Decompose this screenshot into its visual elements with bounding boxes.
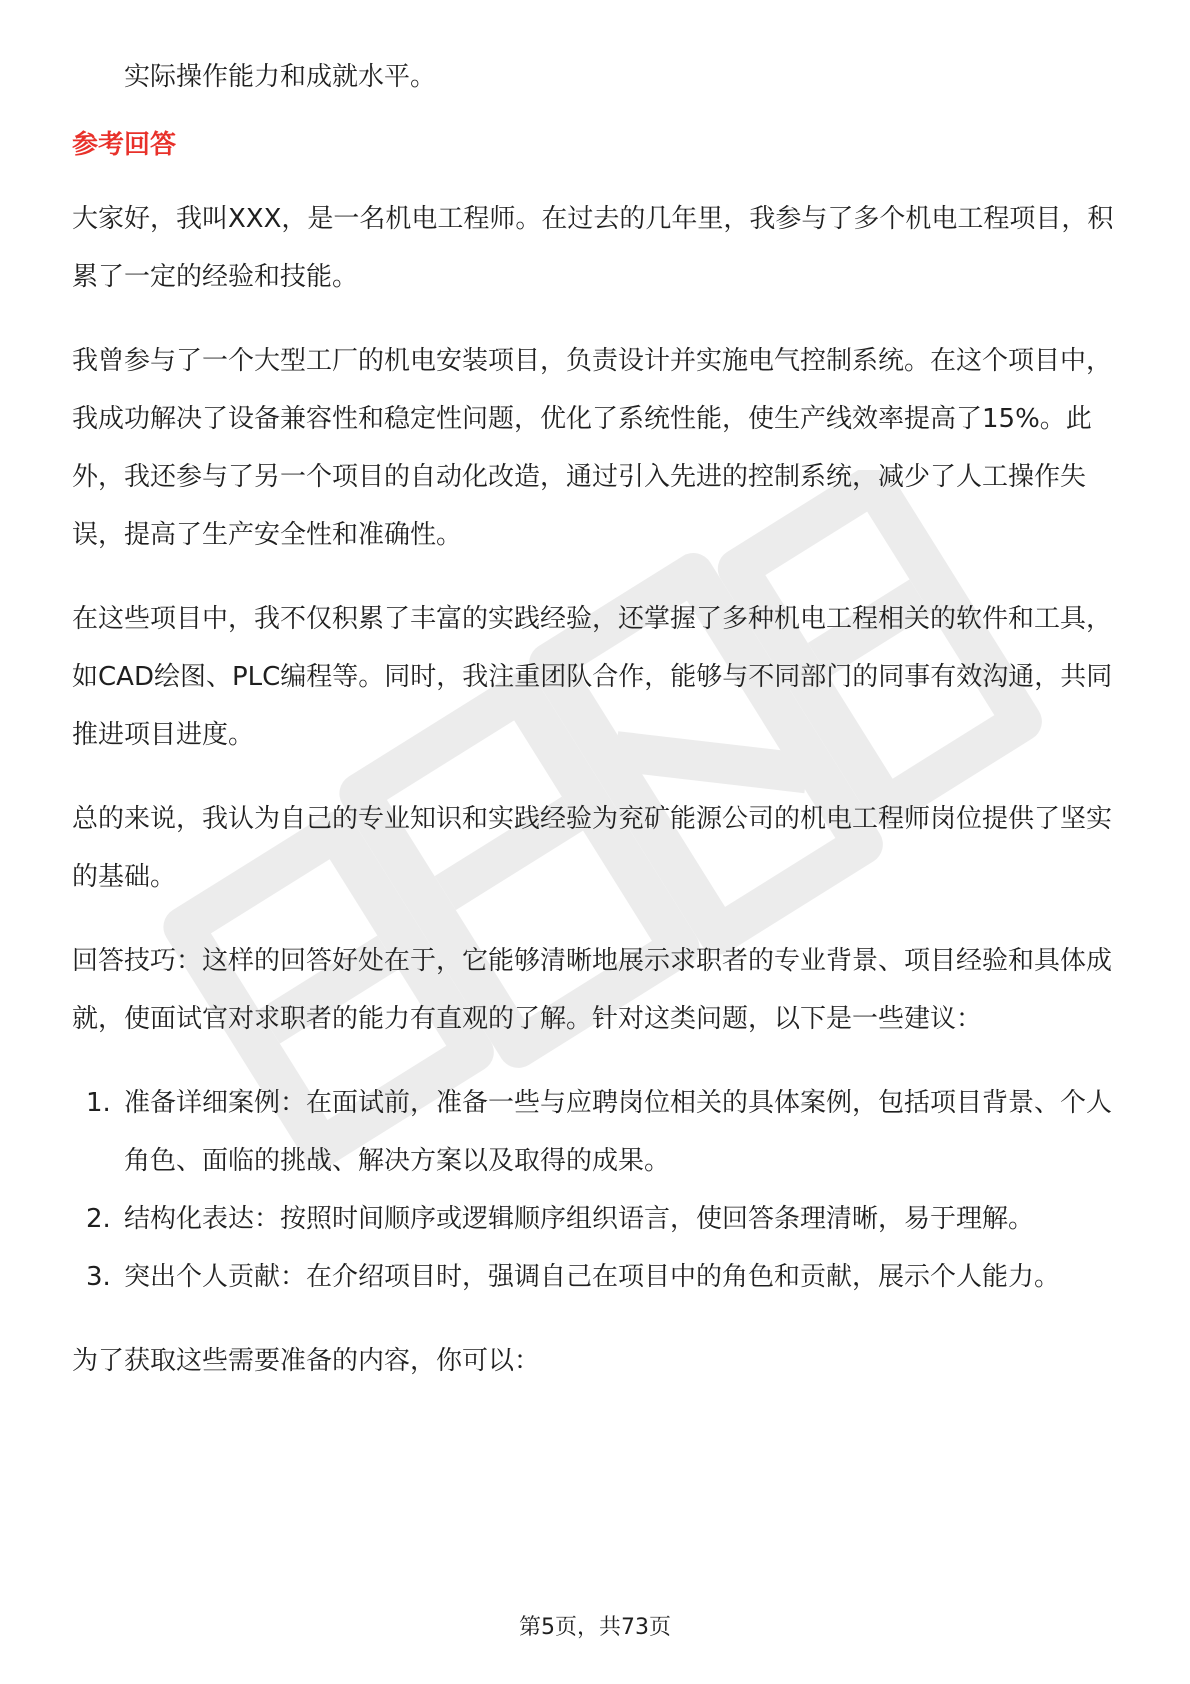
list-text: 结构化表达：按照时间顺序或逻辑顺序组织语言，使回答条理清晰，易于理解。: [124, 1204, 1035, 1234]
content-area: [72, 48, 1132, 1416]
paragraph-skills: 在这些项目中，我不仅积累了丰富的实践经验，还掌握了多种机电工程相关的软件和工具，如CAD绘图、PLC编程等。同时，我注重团队合作，能够与不同部门的同事有效沟通，共同推进项目进度。: [72, 604, 1113, 750]
paragraph-tips: 回答技巧：这样的回答好处在于，它能够清晰地展示求职者的专业背景、项目经验和具体成就，使面试官对求职者的能力有直观的了解。针对这类问题，以下是一些建议：: [72, 946, 1113, 1034]
page-footer: 第5页，共73页: [519, 1615, 671, 1640]
paragraph-intro: 大家好，我叫XXX，是一名机电工程师。在过去的几年里，我参与了多个机电工程项目，积累了一定的经验和技能。: [72, 204, 1114, 292]
list-item: [72, 1190, 1132, 1248]
suggestion-list: [72, 1074, 1132, 1306]
list-number: 3.: [86, 1262, 111, 1292]
list-text: 准备详细案例：在面试前，准备一些与应聘岗位相关的具体案例，包括项目背景、个人角色、面临的挑战、解决方案以及取得的成果。: [124, 1088, 1113, 1176]
list-item: [72, 1074, 1132, 1190]
continued-text: 实际操作能力和成就水平。: [124, 62, 437, 92]
list-text: 突出个人贡献：在介绍项目时，强调自己在项目中的角色和贡献，展示个人能力。: [124, 1262, 1061, 1292]
list-number: 1.: [86, 1088, 111, 1118]
paragraph-summary: 总的来说，我认为自己的专业知识和实践经验为兖矿能源公司的机电工程师岗位提供了坚实的基础。: [72, 804, 1113, 892]
list-number: 2.: [86, 1204, 111, 1234]
paragraph-project: 我曾参与了一个大型工厂的机电安装项目，负责设计并实施电气控制系统。在这个项目中，我成功解决了设备兼容性和稳定性问题，优化了系统性能，使生产线效率提高了15%。此外，我还参与了另一个项目的自动化改造，通过引入先进的控制系统，减少了人工操作失误，提高了生产安全性和准确性。: [72, 346, 1113, 550]
list-item: [72, 1248, 1132, 1306]
closing-line: 为了获取这些需要准备的内容，你可以：: [72, 1346, 541, 1376]
section-heading: 参考回答: [72, 130, 177, 160]
